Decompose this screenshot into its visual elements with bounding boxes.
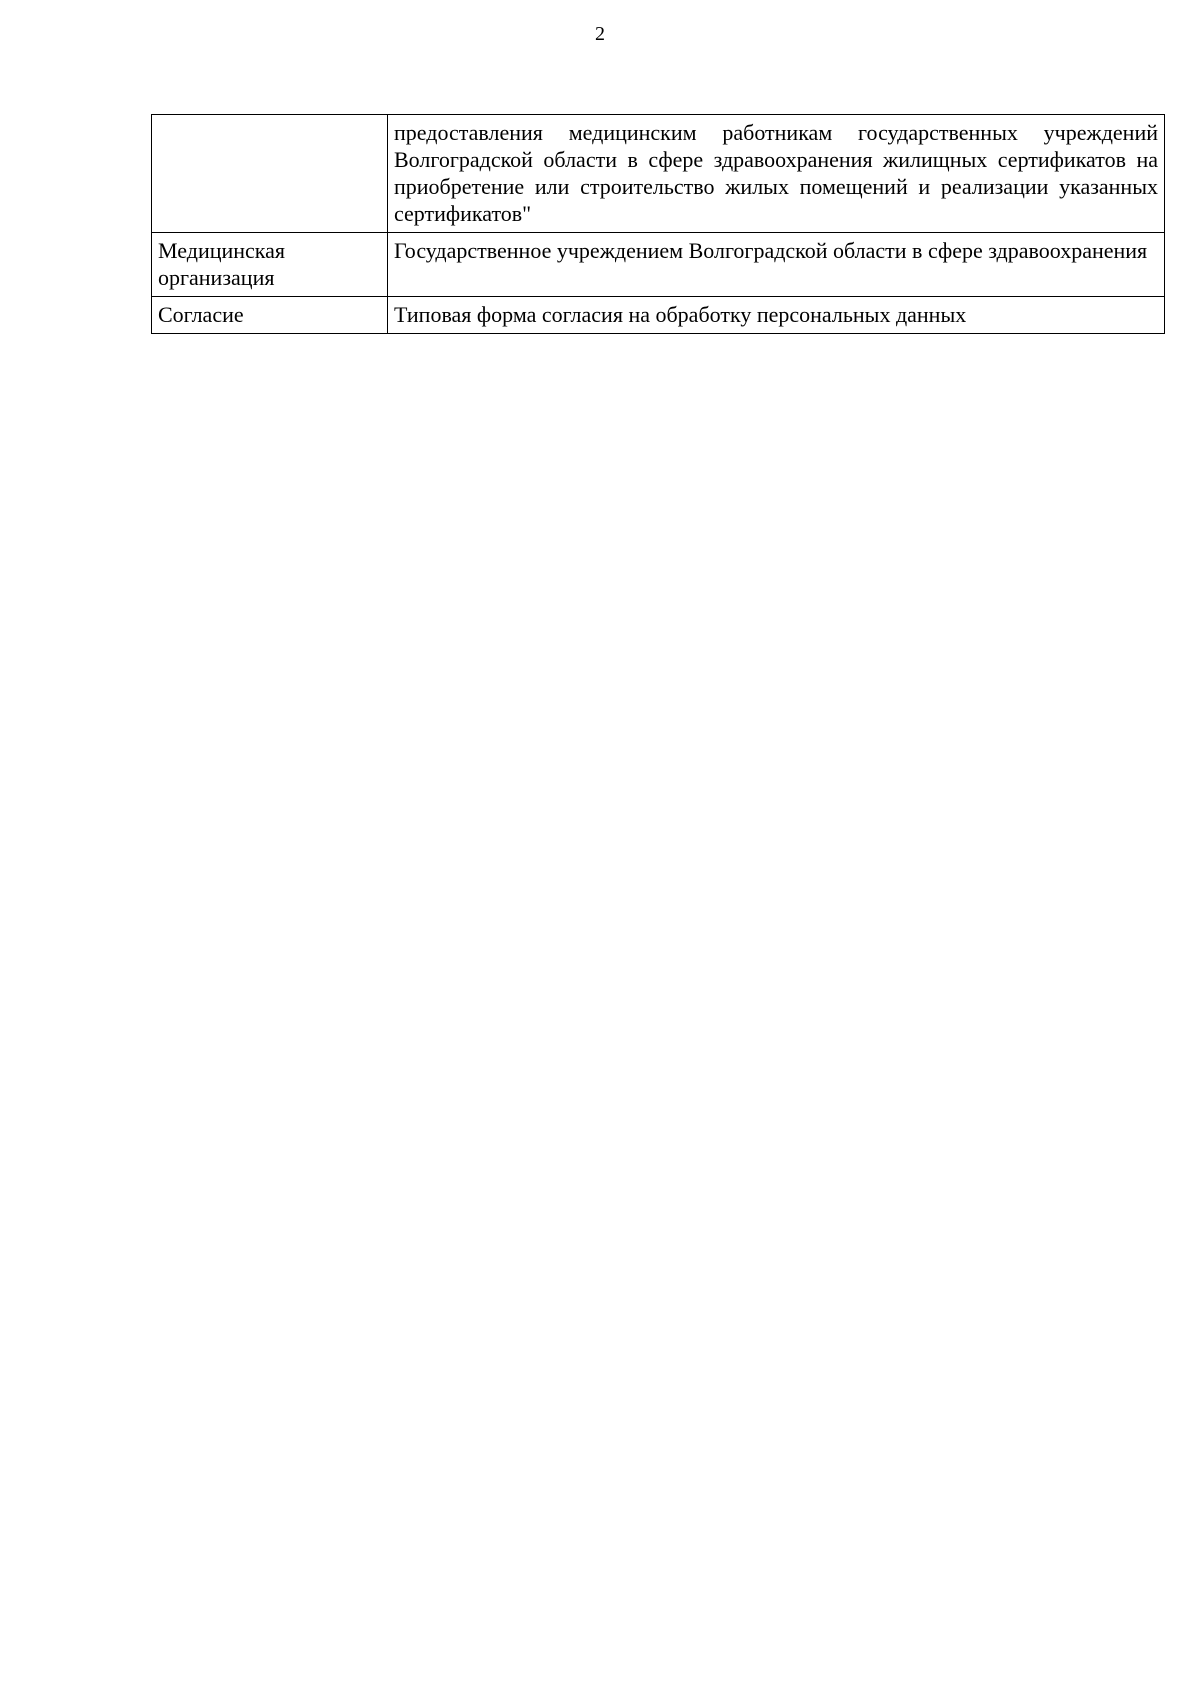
page-number: 2 (595, 23, 605, 45)
description-cell: Государственное учреждением Волгоградской области в сфере здравоохранения (388, 233, 1165, 297)
term-cell (152, 115, 388, 233)
description-cell: предоставления медицинским работникам государственных учреждений Волгоградской области в сфере здравоохранения жилищных сертификатов на приобретение или строительство жилых помещений и реализации указанных сертификатов" (388, 115, 1165, 233)
table-row (152, 233, 1165, 297)
definitions-table (151, 114, 1165, 334)
term-cell: Согласие (152, 297, 388, 334)
table-row (152, 297, 1165, 334)
description-cell: Типовая форма согласия на обработку персональных данных (388, 297, 1165, 334)
term-cell: Медицинская организация (152, 233, 388, 297)
table-row (152, 115, 1165, 233)
